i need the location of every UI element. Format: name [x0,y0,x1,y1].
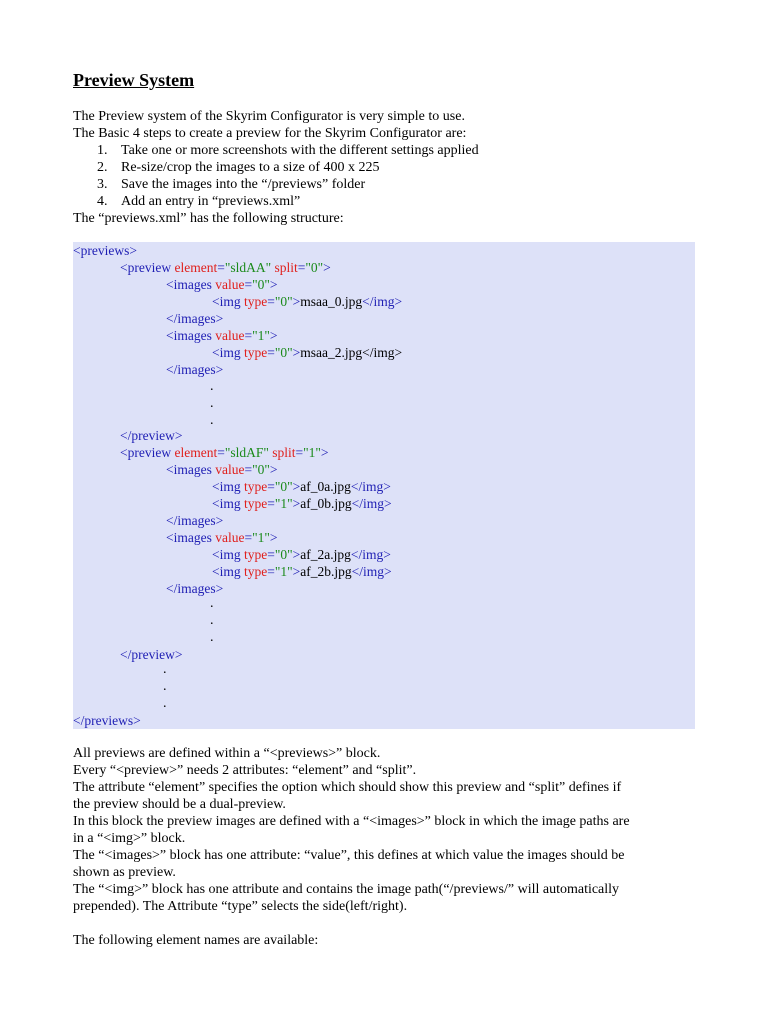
code-attr: element [174,260,218,275]
code-value: "sldAF" [224,445,269,460]
step-text: Re-size/crop the images to a size of 400 x 225 [121,160,380,175]
code-text: af_2b.jpg [300,564,352,579]
body-line: In this block the preview images are defined with a “<images>” block in which the image paths are [73,814,630,829]
code-tag: </images> [166,581,224,596]
ellipsis-dot: . [210,613,214,628]
body-line: The following element names are available: [73,933,319,948]
code-tag: </img> [350,547,391,562]
code-value: "1" [303,445,321,460]
code-attr: value [215,462,245,477]
code-line [166,512,223,529]
code-attr: type [244,345,268,360]
code-tag: </preview> [120,428,183,443]
code-eq: = [244,277,253,292]
code-tag: </preview> [120,647,183,662]
code-attr: type [244,479,268,494]
ellipsis-dot: . [163,679,167,694]
code-line [166,361,223,378]
code-line [212,563,392,580]
code-text: af_0a.jpg [300,479,351,494]
code-attr: type [244,294,268,309]
code-line [212,478,391,495]
code-line [120,444,329,461]
code-line [166,327,278,344]
code-line [120,427,182,444]
step-number: 1. [97,143,108,158]
code-tag: </img> [351,496,392,511]
body-line: in a “<img>” block. [73,831,186,846]
ellipsis-dot: . [163,696,167,711]
body-line: The “<images>” block has one attribute: “value”, this defines at which value the images should be [73,848,625,863]
body-line: All previews are defined within a “<previews>” block. [73,746,381,761]
code-value: "1" [274,564,293,579]
code-eq: = [267,564,275,579]
ellipsis-dot: . [210,630,214,645]
code-attr: type [244,496,268,511]
step-text: Add an entry in “previews.xml” [121,194,301,209]
code-tag: <images [166,328,212,343]
step-text: Take one or more screenshots with the different settings applied [121,143,479,158]
code-eq: = [217,260,225,275]
code-attr: split [272,445,296,460]
code-gt: > [292,547,301,562]
body-line: shown as preview. [73,865,176,880]
code-attr: value [215,530,245,545]
code-gt: > [292,479,301,494]
code-tag: <img [212,479,241,494]
code-line [166,580,223,597]
body-line: The “<img>” block has one attribute and contains the image path(“/previews/” will automatically [73,882,620,897]
code-eq: = [267,479,275,494]
code-tag: </img> [362,294,403,309]
code-attr: value [215,277,245,292]
code-eq: = [244,530,253,545]
code-tag: <img [212,345,241,360]
code-text: msaa_2.jpg [300,345,363,360]
step-text: Save the images into the “/previews” folder [121,177,366,192]
code-eq: = [244,462,253,477]
ellipsis-dot: . [210,596,214,611]
code-tag: <img [212,564,241,579]
code-line [120,646,182,663]
code-tag: </img> [351,564,392,579]
code-attr: element [174,445,218,460]
code-attr: type [244,547,268,562]
ellipsis-dot: . [210,379,214,394]
code-gt: > [292,496,301,511]
code-line [212,344,402,361]
code-tag: <images [166,462,212,477]
code-attr: type [244,564,268,579]
code-value: "0" [252,462,270,477]
body-line: prepended). The Attribute “type” selects the side(left/right). [73,899,408,914]
code-attr: value [215,328,245,343]
code-tag: </images> [166,362,224,377]
xml-code-block [73,242,695,729]
code-line [166,276,278,293]
step-number: 4. [97,194,108,209]
page-title: Preview System [73,70,195,90]
code-eq: = [267,547,275,562]
code-value: "sldAA" [224,260,272,275]
code-tag: </previews> [73,713,141,728]
code-line [166,310,223,327]
code-tag: <preview [120,260,172,275]
body-line: The attribute “element” specifies the option which should show this preview and “split” defines if [73,780,622,795]
code-tag: <images [166,530,212,545]
code-line [212,546,391,563]
code-value: "0" [274,479,293,494]
code-eq: = [267,345,275,360]
code-line [212,293,402,310]
intro-line-2: The Basic 4 steps to create a preview for the Skyrim Configurator are: [73,126,467,141]
code-value: "1" [252,530,270,545]
code-eq: = [244,328,253,343]
step-number: 2. [97,160,108,175]
ellipsis-dot: . [210,413,214,428]
code-gt: > [269,328,278,343]
code-tag: <img [212,294,241,309]
code-line [212,495,392,512]
code-gt: > [292,564,301,579]
code-eq: = [297,260,306,275]
code-tag: <img [212,496,241,511]
code-text: af_0b.jpg [300,496,352,511]
code-value: "0" [305,260,324,275]
code-value: "0" [252,277,270,292]
ellipsis-dot: . [163,662,167,677]
code-value: "0" [274,294,293,309]
code-gt: > [292,294,301,309]
code-text: af_2a.jpg [300,547,351,562]
code-tag: <images [166,277,212,292]
code-gt: > [269,530,278,545]
code-line [120,259,331,276]
code-eq: = [295,445,304,460]
code-line [166,529,278,546]
code-tag: </images> [166,513,224,528]
code-line [73,712,141,729]
code-tag: <preview [120,445,172,460]
code-tag: <previews> [73,243,137,258]
body-line: the preview should be a dual-preview. [73,797,286,812]
code-attr: split [274,260,298,275]
body-line: Every “<preview>” needs 2 attributes: “element” and “split”. [73,763,417,778]
ellipsis-dot: . [210,396,214,411]
code-eq: = [267,294,275,309]
code-tag: </img> [362,345,403,360]
code-value: "1" [274,496,293,511]
code-gt: > [320,445,329,460]
code-tag: </img> [350,479,391,494]
structure-intro: The “previews.xml” has the following structure: [73,211,344,226]
code-text: msaa_0.jpg [300,294,363,309]
code-gt: > [292,345,301,360]
code-gt: > [323,260,331,275]
code-eq: = [267,496,275,511]
code-tag: </images> [166,311,224,326]
code-tag: <img [212,547,241,562]
code-line [73,242,137,259]
step-number: 3. [97,177,108,192]
code-gt: > [269,277,278,292]
code-value: "0" [274,345,293,360]
code-eq: = [217,445,225,460]
code-value: "0" [274,547,293,562]
code-line [166,461,278,478]
code-value: "1" [252,328,270,343]
code-gt: > [269,462,278,477]
intro-line-1: The Preview system of the Skyrim Configurator is very simple to use. [73,109,465,124]
